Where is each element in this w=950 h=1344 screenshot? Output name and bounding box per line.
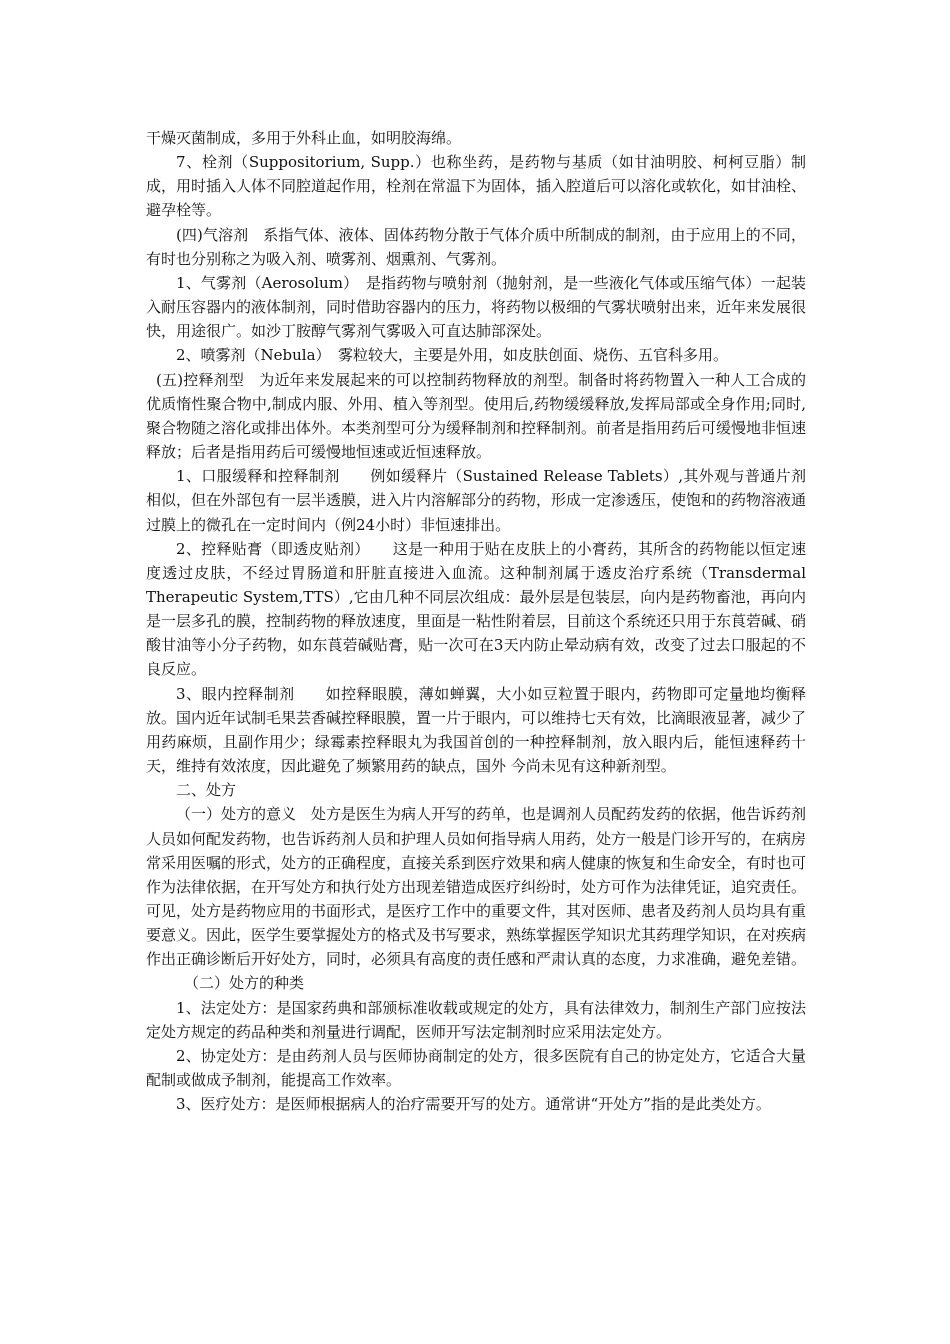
section-heading-aerosol: (四)气溶剂 系指气体、液体、固体药物分散于气体介质中所制成的制剂，由于应用上的不同，有时也分别称之为吸入剂、喷雾剂、烟熏剂、气雾剂。 xyxy=(146,225,806,268)
document-body xyxy=(146,126,806,1116)
paragraph: 2、控释贴膏（即透皮贴剂） 这是一种用于贴在皮肤上的小膏药，其所含的药物能以恒定速度透过皮肤，不经过胃肠道和肝脏直接进入血流。这种制剂属于透皮治疗系统（Transdermal Therapeutic System,TTS）,它由几种不同层次组成：最外层是包装层，向内是药物畜池，再向内是一层多孔的膜，控制药物的释放速度，里面是一粘性附着层，目前这个系统还只用于东莨菪碱、硝酸甘油等小分子药物，如东莨菪碱贴膏，贴一次可在3天内防止晕动病有效，改变了过去口服起的不良反应。 xyxy=(146,539,807,679)
paragraph: （一）处方的意义 处方是医生为病人开写的药单，也是调剂人员配药发药的依据，他告诉药剂人员如何配发药物，也告诉药剂人员和护理人员如何指导病人用药，处方一般是门诊开写的，在病房常采用医嘱的形式，处方的正确程度，直接关系到医疗效果和病人健康的恢复和生命安全，有时也可作为法律依据，在开写处方和执行处方出现差错造成医疗纠纷时，处方可作为法律凭证，追究责任。可见，处方是药物应用的书面形式，是医疗工作中的重要文件，其对医师、患者及药剂人员均具有重要意义。因此，医学生要掌握处方的格式及书写要求，熟练掌握医学知识尤其药理学知识，在对疾病作出正确诊断后开好处方，同时，必须具有高度的责任感和严肃认真的态度，力求准确，避免差错。 xyxy=(146,805,807,969)
paragraph: 1、气雾剂（Aerosolum） 是指药物与喷射剂（抛射剂，是一些液化气体或压缩气体）一起装入耐压容器内的液体制剂，同时借助容器内的压力，将药物以极细的气雾状喷射出来，近年来发展很快，用途很广。如沙丁胺醇气雾剂气雾吸入可直达肺部深处。 xyxy=(146,273,807,341)
paragraph: 3、眼内控释制剂 如控释眼膜，薄如蝉翼，大小如豆粒置于眼内，药物即可定量地均衡释放。国内近年试制毛果芸香碱控释眼膜，置一片于眼内，可以维持七天有效，比滴眼液显著，减少了用药麻烦，且副作用少；绿霉素控释眼丸为我国首创的一种控释制剂，放入眼内后，能恒速释药十天，维持有效浓度，因此避免了频繁用药的缺点，国外 今尚未见有这种新剂型。 xyxy=(146,684,807,776)
paragraph: 干燥灭菌制成，多用于外科止血，如明胶海绵。 xyxy=(146,129,462,147)
paragraph: 2、协定处方：是由药剂人员与医师协商制定的处方，很多医院有自己的协定处方，它适合大量配制或做成予制剂，能提高工作效率。 xyxy=(146,1046,806,1090)
paragraph: 2、喷雾剂（Nebula） 雾粒较大，主要是外用，如皮肤创面、烧伤、五官科多用。 xyxy=(176,346,729,365)
paragraph: 3、医疗处方：是医师根据病人的治疗需要开写的处方。通常讲“开处方”指的是此类处方。 xyxy=(176,1095,771,1114)
paragraph: 1、口服缓释和控释制剂 例如缓释片（Sustained Release Tablets）,其外观与普通片剂相似，但在外部包有一层半透膜，进入片内溶解部分的药物，形成一定渗透压，使饱和的药物溶液通过膜上的微孔在一定时间内（例24小时）非恒速排出。 xyxy=(146,467,807,534)
subsection-heading-prescription-types: （二）处方的种类 xyxy=(184,974,305,993)
paragraph: 7、栓剂（Suppositorium, Supp.）也称坐药，是药物与基质（如甘油明胶、柯柯豆脂）制成，用时插入人体不同腔道起作用，栓剂在常温下为固体，插入腔道后可以溶化或软化，如甘油栓、避孕栓等。 xyxy=(146,153,807,220)
section-heading-prescription: 二、处方 xyxy=(176,781,237,800)
paragraph: 1、法定处方：是国家药典和部颁标准收载或规定的处方，具有法律效力，制剂生产部门应按法定处方规定的药品种类和剂量进行调配，医师开写法定制剂时应采用法定处方。 xyxy=(146,998,806,1041)
section-heading-controlled-release: (五)控释剂型 为近年来发展起来的可以控制药物释放的剂型。制备时将药物置入一种人工合成的优质惰性聚合物中,制成内服、外用、植入等剂型。使用后,药物缓缓释放,发挥局部或全身作用;同时, 聚合物随之溶化或排出体外。本类剂型可分为缓释制剂和控释制剂。前者是指用药后可缓慢地非恒速释放；后者是指用药后可缓慢地恒速或近恒速释放。 xyxy=(146,370,807,462)
